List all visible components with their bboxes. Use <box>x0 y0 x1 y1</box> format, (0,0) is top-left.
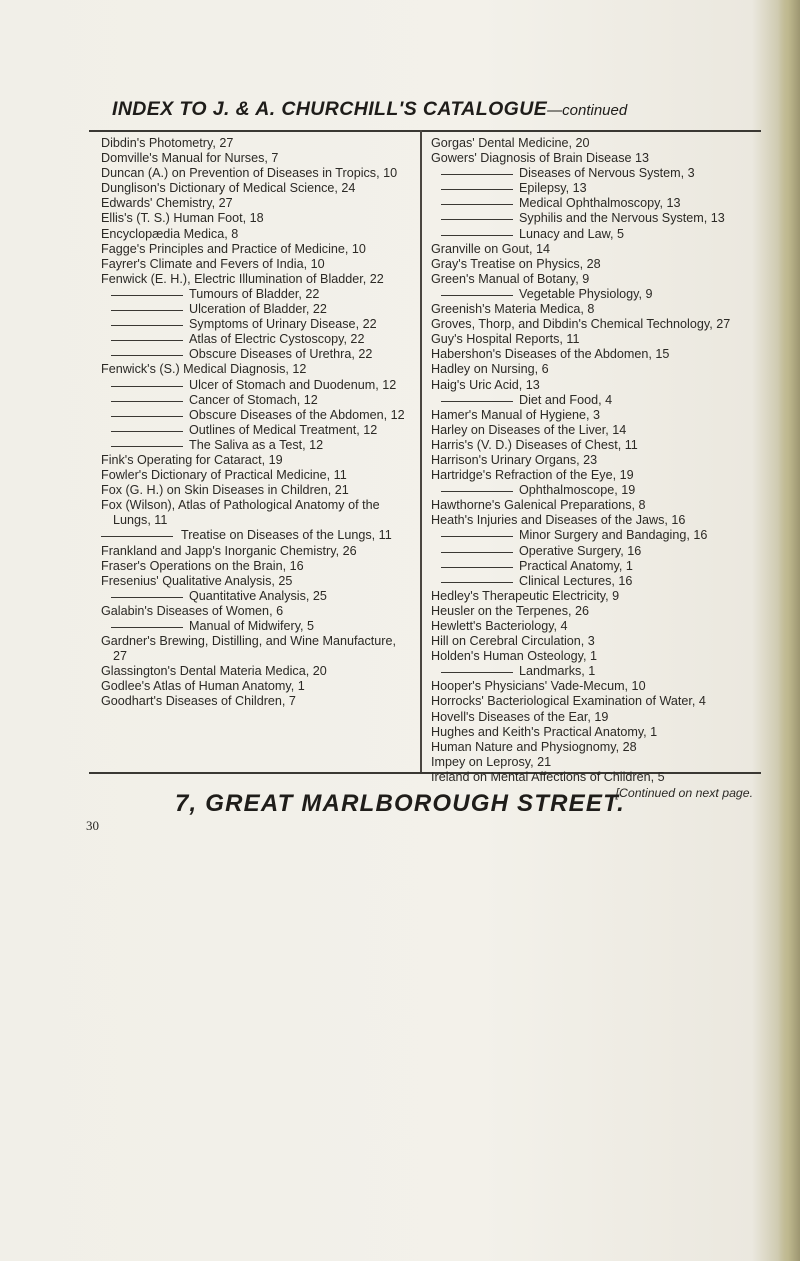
index-entry <box>101 544 413 559</box>
entry-text: Hughes and Keith's Practical Anatomy, 1 <box>431 724 658 739</box>
index-subentry <box>431 196 753 211</box>
top-rule <box>89 130 761 132</box>
ditto-dash <box>111 431 183 432</box>
entry-text: Gorgas' Dental Medicine, 20 <box>431 136 590 150</box>
index-entry <box>101 468 413 483</box>
ditto-dash <box>111 310 183 311</box>
ditto-dash <box>111 340 183 341</box>
entry-text: Vegetable Physiology, 9 <box>519 286 653 301</box>
entry-text: Obscure Diseases of Urethra, 22 <box>189 347 373 362</box>
index-entry <box>431 438 753 453</box>
index-entry <box>431 513 753 528</box>
index-frame <box>89 130 761 801</box>
index-subentry <box>431 227 753 242</box>
index-entry <box>101 362 413 377</box>
index-subentry <box>101 423 413 438</box>
index-entry <box>431 679 753 694</box>
entry-text: Galabin's Diseases of Women, 6 <box>101 603 284 618</box>
index-subentry <box>431 483 753 498</box>
entry-text: Ellis's (T. S.) Human Foot, 18 <box>101 211 264 226</box>
index-subentry <box>431 574 753 589</box>
entry-text: Symptoms of Urinary Disease, 22 <box>189 317 377 332</box>
entry-text: Obscure Diseases of the Abdomen, 12 <box>189 407 405 422</box>
ditto-dash <box>111 355 183 356</box>
entry-text: Hawthorne's Galenical Preparations, 8 <box>431 498 646 513</box>
entry-text: Ulceration of Bladder, 22 <box>189 302 327 317</box>
index-entry <box>101 498 413 528</box>
index-subentry <box>431 211 753 226</box>
index-subentry <box>101 408 413 423</box>
ditto-dash <box>111 446 183 447</box>
index-entry <box>431 770 753 785</box>
index-subentry <box>101 589 413 604</box>
index-subentry <box>101 287 413 302</box>
entry-text: Gowers' Diagnosis of Brain Disease 13 <box>431 151 649 166</box>
index-subentry <box>101 332 413 347</box>
entry-text: Hadley on Nursing, 6 <box>431 362 549 377</box>
entry-text: Fresenius' Qualitative Analysis, 25 <box>101 573 293 588</box>
index-entry <box>101 634 413 664</box>
entry-text: Duncan (A.) on Prevention of Diseases in Tropics, 10 <box>101 166 398 181</box>
entry-text: Harris's (V. D.) Diseases of Chest, 11 <box>431 437 638 452</box>
page-edge <box>778 0 800 1261</box>
entry-text: Fayrer's Climate and Fevers of India, 10 <box>101 256 325 271</box>
right-index-column <box>431 136 753 801</box>
index-entry <box>431 498 753 513</box>
index-entry <box>101 242 413 257</box>
entry-text: Hewlett's Bacteriology, 4 <box>431 619 568 633</box>
index-subentry <box>101 378 413 393</box>
header-title: INDEX TO J. & A. CHURCHILL'S CATALOGUE <box>112 98 548 120</box>
index-subentry <box>431 544 753 559</box>
ditto-dash <box>111 401 183 402</box>
index-subentry <box>431 559 753 574</box>
index-entry <box>431 453 753 468</box>
ditto-dash <box>441 174 513 175</box>
index-subentry <box>101 619 413 634</box>
index-subentry <box>431 393 753 408</box>
entry-text: The Saliva as a Test, 12 <box>189 437 324 452</box>
index-entry <box>431 317 753 332</box>
index-entry <box>431 619 753 634</box>
ditto-dash <box>111 386 183 387</box>
continued-note: [Continued on next page. <box>615 786 753 801</box>
entry-text: Hedley's Therapeutic Electricity, 9 <box>431 588 620 603</box>
index-entry <box>101 151 413 166</box>
ditto-dash <box>441 582 513 583</box>
entry-text: Treatise on Diseases of the Lungs, 11 <box>181 528 392 543</box>
ditto-dash <box>441 204 513 205</box>
index-subentry <box>431 181 753 196</box>
ditto-dash <box>441 567 513 568</box>
index-entry <box>101 679 413 694</box>
entry-text: Minor Surgery and Bandaging, 16 <box>519 528 708 543</box>
ditto-dash <box>111 295 183 296</box>
entry-text: Fenwick (E. H.), Electric Illumination of Bladder, 22 <box>101 271 384 286</box>
entry-text: Goodhart's Diseases of Children, 7 <box>101 694 296 709</box>
ditto-dash <box>441 401 513 402</box>
ditto-dash <box>111 627 183 628</box>
index-entry <box>101 227 413 242</box>
entry-text: Diet and Food, 4 <box>519 392 613 407</box>
index-entry <box>101 211 413 226</box>
index-subentry <box>101 347 413 362</box>
entry-text: Groves, Thorp, and Dibdin's Chemical Technology, 27 <box>431 317 731 332</box>
index-entry <box>101 453 413 468</box>
left-index-column <box>101 136 413 710</box>
index-entry <box>101 604 413 619</box>
entry-text: Clinical Lectures, 16 <box>519 573 633 588</box>
entry-text: Harrison's Urinary Organs, 23 <box>431 452 598 467</box>
index-entry <box>431 332 753 347</box>
entry-text: Fagge's Principles and Practice of Medicine, 10 <box>101 241 366 256</box>
ditto-dash <box>111 416 183 417</box>
index-entry <box>431 408 753 423</box>
index-subentry <box>431 166 753 181</box>
entry-text: Encyclopædia Medica, 8 <box>101 226 239 241</box>
index-entry <box>431 302 753 317</box>
entry-text: Ulcer of Stomach and Duodenum, 12 <box>189 377 397 392</box>
entry-text: Habershon's Diseases of the Abdomen, 15 <box>431 347 670 362</box>
index-entry <box>101 136 413 151</box>
index-entry <box>431 649 753 664</box>
entry-text: Tumours of Bladder, 22 <box>189 286 320 301</box>
index-entry <box>431 272 753 287</box>
header-continued: —continued <box>547 102 628 119</box>
index-entry <box>101 574 413 589</box>
index-entry <box>431 604 753 619</box>
ditto-dash <box>441 552 513 553</box>
entry-text: Hamer's Manual of Hygiene, 3 <box>431 407 601 422</box>
entry-text: Gardner's Brewing, Distilling, and Wine Manufacture, 27 <box>101 634 396 664</box>
entry-text: Impey on Leprosy, 21 <box>431 754 552 769</box>
entry-text: Horrocks' Bacteriological Examination of Water, 4 <box>431 694 706 709</box>
index-entry <box>431 423 753 438</box>
index-entry <box>431 468 753 483</box>
entry-text: Green's Manual of Botany, 9 <box>431 271 590 286</box>
entry-text: Heusler on the Terpenes, 26 <box>431 603 589 618</box>
index-entry <box>431 362 753 377</box>
index-subentry <box>101 302 413 317</box>
entry-text: Epilepsy, 13 <box>519 181 587 196</box>
index-subentry <box>431 664 753 679</box>
ditto-dash <box>441 235 513 236</box>
entry-text: Ireland on Mental Affections of Children, 5 <box>431 769 665 784</box>
index-entry <box>431 589 753 604</box>
entry-text: Hill on Cerebral Circulation, 3 <box>431 634 595 649</box>
entry-text: Lunacy and Law, 5 <box>519 226 625 241</box>
index-entry <box>101 196 413 211</box>
ditto-dash <box>441 219 513 220</box>
entry-text: Syphilis and the Nervous System, 13 <box>519 211 725 226</box>
entry-text: Domville's Manual for Nurses, 7 <box>101 151 279 166</box>
entry-text: Fraser's Operations on the Brain, 16 <box>101 558 304 573</box>
index-entry <box>101 181 413 196</box>
entry-text: Medical Ophthalmoscopy, 13 <box>519 196 681 211</box>
entry-text: Harley on Diseases of the Liver, 14 <box>431 422 627 437</box>
ditto-dash <box>441 536 513 537</box>
entry-text: Granville on Gout, 14 <box>431 241 551 256</box>
index-entry <box>431 378 753 393</box>
index-entry <box>431 136 753 151</box>
entry-text: Fowler's Dictionary of Practical Medicine, 11 <box>101 468 347 483</box>
entry-text: Atlas of Electric Cystoscopy, 22 <box>189 332 365 347</box>
column-divider <box>420 130 422 774</box>
entry-text: Fink's Operating for Cataract, 19 <box>101 452 283 467</box>
entry-text: Heath's Injuries and Diseases of the Jaws, 16 <box>431 513 686 528</box>
entry-text: Greenish's Materia Medica, 8 <box>431 302 595 317</box>
ditto-dash <box>441 491 513 492</box>
ditto-dash <box>441 295 513 296</box>
entry-text: Frankland and Japp's Inorganic Chemistry, 26 <box>101 543 357 558</box>
index-entry <box>431 634 753 649</box>
ditto-dash <box>441 672 513 673</box>
entry-text: Diseases of Nervous System, 3 <box>519 166 695 181</box>
entry-text: Fenwick's (S.) Medical Diagnosis, 12 <box>101 362 307 377</box>
entry-text: Hartridge's Refraction of the Eye, 19 <box>431 468 634 483</box>
entry-text: Practical Anatomy, 1 <box>519 558 633 573</box>
index-entry <box>101 272 413 287</box>
index-entry <box>101 483 413 498</box>
entry-text: Outlines of Medical Treatment, 12 <box>189 422 378 437</box>
index-subentry <box>101 317 413 332</box>
index-entry <box>101 694 413 709</box>
index-entry <box>431 710 753 725</box>
entry-text: Edwards' Chemistry, 27 <box>101 196 233 211</box>
ditto-dash <box>101 536 173 537</box>
entry-text: Haig's Uric Acid, 13 <box>431 377 540 392</box>
entry-text: Hooper's Physicians' Vade-Mecum, 10 <box>431 679 646 694</box>
index-entry <box>431 242 753 257</box>
entry-text: Human Nature and Physiognomy, 28 <box>431 739 637 754</box>
ditto-dash <box>441 189 513 190</box>
index-entry <box>101 257 413 272</box>
entry-text: Godlee's Atlas of Human Anatomy, 1 <box>101 679 305 694</box>
entry-text: Dibdin's Photometry, 27 <box>101 136 234 150</box>
entry-text: Operative Surgery, 16 <box>519 543 642 558</box>
index-entry <box>431 151 753 166</box>
entry-text: Dunglison's Dictionary of Medical Science, 24 <box>101 181 356 196</box>
entry-text: Ophthalmoscope, 19 <box>519 483 636 498</box>
entry-text: Glassington's Dental Materia Medica, 20 <box>101 664 327 679</box>
page-number: 30 <box>86 818 99 833</box>
entry-text: Hovell's Diseases of the Ear, 19 <box>431 709 609 724</box>
index-entry <box>431 755 753 770</box>
index-entry <box>101 166 413 181</box>
entry-text: Manual of Midwifery, 5 <box>189 619 315 633</box>
entry-text: Guy's Hospital Reports, 11 <box>431 332 580 347</box>
index-subentry <box>101 393 413 408</box>
entry-text: Landmarks, 1 <box>519 664 596 679</box>
entry-text: Quantitative Analysis, 25 <box>189 588 327 603</box>
entry-text: Holden's Human Osteology, 1 <box>431 649 597 664</box>
entry-text: Gray's Treatise on Physics, 28 <box>431 256 601 271</box>
entry-text: Cancer of Stomach, 12 <box>189 392 318 407</box>
index-subentry <box>431 287 753 302</box>
entry-text: Fox (G. H.) on Skin Diseases in Children, 21 <box>101 483 349 498</box>
index-entry <box>431 257 753 272</box>
footer-address: 7, GREAT MARLBOROUGH STREET. <box>174 790 626 817</box>
ditto-dash <box>111 597 183 598</box>
ditto-dash <box>111 325 183 326</box>
index-entry <box>101 664 413 679</box>
index-entry <box>431 694 753 709</box>
index-entry <box>101 559 413 574</box>
page-header <box>112 98 752 121</box>
index-subentry <box>431 528 753 543</box>
index-entry <box>431 725 753 740</box>
index-entry <box>431 740 753 755</box>
index-subentry <box>101 528 413 543</box>
entry-text: Fox (Wilson), Atlas of Pathological Anatomy of the Lungs, 11 <box>101 498 380 528</box>
index-subentry <box>101 438 413 453</box>
index-entry <box>431 347 753 362</box>
